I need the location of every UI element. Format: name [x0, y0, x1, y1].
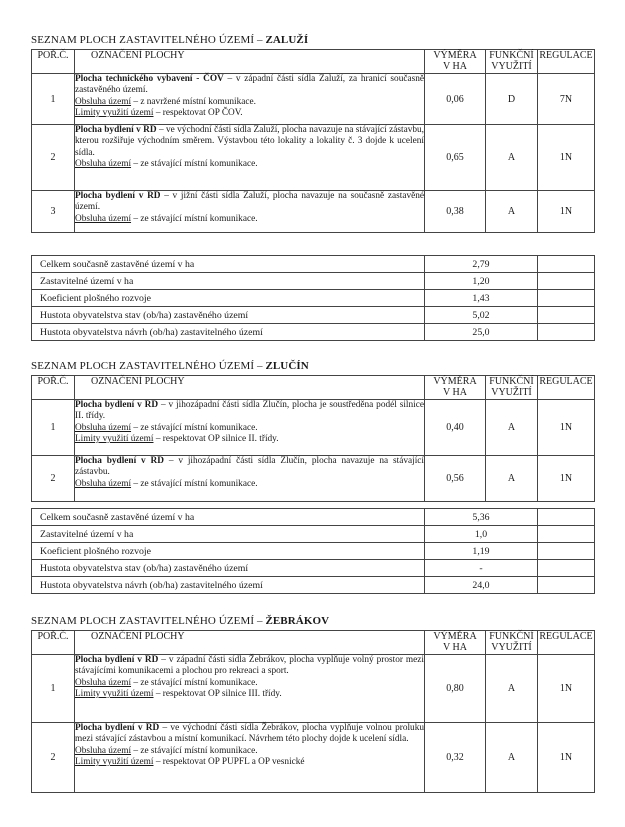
row-description — [75, 456, 425, 502]
summary-empty-cell — [538, 324, 595, 341]
row-regulace: 1N — [538, 400, 595, 456]
plot-location: – ve východní části sídla Žebrákov, plocha vyplňuje volnou proluku mezi stávající zástavbou a místní komunikací. Návrhem této plochy dojde k ucelení sídla. — [75, 723, 425, 745]
obsluha-line — [75, 214, 424, 225]
summary-label: Koeficient plošného rozvoje — [32, 543, 425, 560]
summary-row — [32, 307, 595, 324]
obsluha-line — [75, 678, 424, 689]
plot-type: Plocha bydlení v RD — [75, 191, 161, 201]
limity-text: – respektovat OP PUPFL a OP vesnické — [153, 757, 305, 768]
summary-value: 5,02 — [425, 307, 538, 324]
limity-label: Limity využití území — [75, 689, 154, 700]
summary-row — [32, 290, 595, 307]
summary-empty-cell — [538, 256, 595, 273]
summary-row — [32, 273, 595, 290]
summary-row — [32, 577, 595, 594]
col-header-oznaceni: OZNAČENÍ PLOCHY — [75, 631, 425, 655]
row-number: 1 — [32, 74, 75, 125]
row-number: 3 — [32, 191, 75, 233]
limity-line — [75, 689, 424, 700]
obsluha-text: – ze stávající místní komunikace. — [131, 677, 258, 688]
summary-table — [31, 508, 595, 594]
limity-text: – respektovat OP ČOV. — [153, 108, 243, 119]
summary-value: 25,0 — [425, 324, 538, 341]
col-header-funkce: FUNKČNÍ VYUŽITÍ — [486, 376, 538, 400]
summary-empty-cell — [538, 543, 595, 560]
row-regulace: 1N — [538, 655, 595, 723]
summary-value: 1,0 — [425, 526, 538, 543]
summary-empty-cell — [538, 526, 595, 543]
col-header-oznaceni: OZNAČENÍ PLOCHY — [75, 50, 425, 74]
col-header-vymera: VÝMĚRA V HA — [425, 376, 486, 400]
col-header-poradi: POŘ.Č. — [32, 631, 75, 655]
col-header-vymera: VÝMĚRA V HA — [425, 50, 486, 74]
table-row — [32, 723, 595, 793]
obsluha-label: Obsluha území — [75, 422, 132, 433]
row-vymera: 0,38 — [425, 191, 486, 233]
table-row — [32, 191, 595, 233]
col-header-oznaceni: OZNAČENÍ PLOCHY — [75, 376, 425, 400]
row-funkce: A — [486, 125, 538, 191]
row-regulace: 1N — [538, 456, 595, 502]
row-funkce: A — [486, 723, 538, 793]
col-header-funkce: FUNKČNÍ VYUŽITÍ — [486, 50, 538, 74]
col-header-funkce: FUNKČNÍ VYUŽITÍ — [486, 631, 538, 655]
summary-value: 1,19 — [425, 543, 538, 560]
row-regulace: 1N — [538, 191, 595, 233]
section-title: SEZNAM PLOCH ZASTAVITELNÉHO ÚZEMÍ – ŽEBRÁKOV — [31, 615, 330, 627]
row-description — [75, 655, 425, 723]
row-number: 2 — [32, 125, 75, 191]
row-funkce: A — [486, 655, 538, 723]
limity-line — [75, 757, 424, 768]
row-funkce: D — [486, 74, 538, 125]
summary-row — [32, 526, 595, 543]
obsluha-text: – ze stávající místní komunikace. — [131, 159, 258, 170]
summary-row — [32, 560, 595, 577]
summary-empty-cell — [538, 307, 595, 324]
obsluha-text: – z navržené místní komunikace. — [131, 96, 256, 107]
table-row — [32, 400, 595, 456]
summary-row — [32, 256, 595, 273]
plot-location: – v západní části sídla Žebrákov, plocha vyplňuje volný prostor mezi stávajícími komunikacemi a plochou pro rekreaci a sport. — [75, 655, 424, 677]
plot-location: – v jihozápadní části sídla Zlučín, plocha navazuje na stávající zástavbu. — [75, 456, 424, 478]
row-vymera: 0,06 — [425, 74, 486, 125]
row-regulace: 7N — [538, 74, 595, 125]
row-description — [75, 723, 425, 793]
obsluha-line — [75, 746, 424, 757]
summary-row — [32, 324, 595, 341]
plot-type: Plocha bydlení v RD — [75, 400, 159, 410]
row-vymera: 0,32 — [425, 723, 486, 793]
row-funkce: A — [486, 191, 538, 233]
plot-location: – ve východní části sídla Zaluží, plocha navazuje na stávající zástavbu, kterou rozšiřuje východním směrem. Výstavbou této lokality a lokality č. 3 dojde k ucelení sídla. — [75, 125, 424, 158]
summary-value: 24,0 — [425, 577, 538, 594]
summary-value: 5,36 — [425, 509, 538, 526]
table-header-row — [32, 50, 595, 74]
obsluha-label: Obsluha území — [75, 478, 132, 489]
summary-label: Koeficient plošného rozvoje — [32, 290, 425, 307]
table-row — [32, 74, 595, 125]
row-number: 1 — [32, 655, 75, 723]
plot-type: Plocha bydlení v RD — [75, 655, 159, 665]
summary-row — [32, 543, 595, 560]
obsluha-text: – ze stávající místní komunikace. — [131, 422, 258, 433]
summary-empty-cell — [538, 273, 595, 290]
obsluha-label: Obsluha území — [75, 159, 132, 170]
row-regulace: 1N — [538, 125, 595, 191]
row-number: 2 — [32, 456, 75, 502]
table-row — [32, 125, 595, 191]
obsluha-line — [75, 97, 424, 108]
table-row — [32, 456, 595, 502]
row-vymera: 0,80 — [425, 655, 486, 723]
obsluha-label: Obsluha území — [75, 96, 132, 107]
limity-label: Limity využití území — [75, 757, 154, 768]
plot-type: Plocha technického vybavení - ČOV — [75, 74, 224, 84]
plot-type: Plocha bydlení v RD — [75, 125, 157, 135]
plots-table — [31, 49, 595, 233]
limity-label: Limity využití území — [75, 434, 154, 445]
row-vymera: 0,40 — [425, 400, 486, 456]
row-description — [75, 400, 425, 456]
table-header-row — [32, 631, 595, 655]
limity-text: – respektovat OP silnice II. třídy. — [153, 434, 279, 445]
col-header-regulace: REGULACE — [538, 376, 595, 400]
obsluha-label: Obsluha území — [75, 745, 132, 756]
plot-location: – v jihozápadní části sídla Zlučín, plocha je soustředěna podél silnice II. třídy. — [75, 400, 424, 422]
plot-type: Plocha bydlení v RD — [75, 723, 160, 733]
summary-value: - — [425, 560, 538, 577]
summary-empty-cell — [538, 290, 595, 307]
limity-line — [75, 108, 424, 119]
col-header-vymera: VÝMĚRA V HA — [425, 631, 486, 655]
obsluha-text: – ze stávající místní komunikace. — [131, 478, 258, 489]
obsluha-label: Obsluha území — [75, 213, 132, 224]
limity-line — [75, 434, 424, 445]
row-funkce: A — [486, 456, 538, 502]
obsluha-line — [75, 479, 424, 490]
summary-value: 1,20 — [425, 273, 538, 290]
col-header-poradi: POŘ.Č. — [32, 376, 75, 400]
row-funkce: A — [486, 400, 538, 456]
summary-label: Celkem současně zastavěné území v ha — [32, 509, 425, 526]
obsluha-label: Obsluha území — [75, 677, 132, 688]
summary-table — [31, 255, 595, 341]
row-regulace: 1N — [538, 723, 595, 793]
row-number: 2 — [32, 723, 75, 793]
limity-label: Limity využití území — [75, 108, 154, 119]
col-header-regulace: REGULACE — [538, 50, 595, 74]
summary-empty-cell — [538, 560, 595, 577]
limity-text: – respektovat OP silnice III. třídy. — [153, 689, 282, 700]
summary-label: Zastavitelné území v ha — [32, 526, 425, 543]
col-header-poradi: POŘ.Č. — [32, 50, 75, 74]
summary-label: Hustota obyvatelstva stav (ob/ha) zastavěného území — [32, 307, 425, 324]
obsluha-text: – ze stávající místní komunikace. — [131, 213, 258, 224]
col-header-regulace: REGULACE — [538, 631, 595, 655]
obsluha-text: – ze stávající místní komunikace. — [131, 745, 258, 756]
obsluha-line — [75, 423, 424, 434]
plot-type: Plocha bydlení v RD — [75, 456, 164, 466]
plots-table — [31, 375, 595, 502]
summary-label: Celkem současně zastavěné území v ha — [32, 256, 425, 273]
summary-label: Hustota obyvatelstva stav (ob/ha) zastavěného území — [32, 560, 425, 577]
summary-label: Hustota obyvatelstva návrh (ob/ha) zastavitelného území — [32, 577, 425, 594]
row-description — [75, 191, 425, 233]
table-header-row — [32, 376, 595, 400]
summary-row — [32, 509, 595, 526]
table-row — [32, 655, 595, 723]
summary-empty-cell — [538, 509, 595, 526]
row-vymera: 0,56 — [425, 456, 486, 502]
section-title: SEZNAM PLOCH ZASTAVITELNÉHO ÚZEMÍ – ZLUČÍN — [31, 360, 309, 372]
row-description — [75, 125, 425, 191]
summary-value: 1,43 — [425, 290, 538, 307]
row-vymera: 0,65 — [425, 125, 486, 191]
plot-location: – v jižní části sídla Zaluží, plocha navazuje na současně zastavěné území. — [75, 191, 424, 213]
section-title: SEZNAM PLOCH ZASTAVITELNÉHO ÚZEMÍ – ZALUŽÍ — [31, 34, 309, 46]
summary-label: Hustota obyvatelstva návrh (ob/ha) zastavitelného území — [32, 324, 425, 341]
summary-empty-cell — [538, 577, 595, 594]
summary-value: 2,79 — [425, 256, 538, 273]
row-number: 1 — [32, 400, 75, 456]
plots-table — [31, 630, 595, 793]
summary-label: Zastavitelné území v ha — [32, 273, 425, 290]
row-description — [75, 74, 425, 125]
obsluha-line — [75, 159, 424, 170]
plot-location: – v západní části sídla Zaluží, za hranicí současně zastavěného území. — [75, 74, 424, 96]
